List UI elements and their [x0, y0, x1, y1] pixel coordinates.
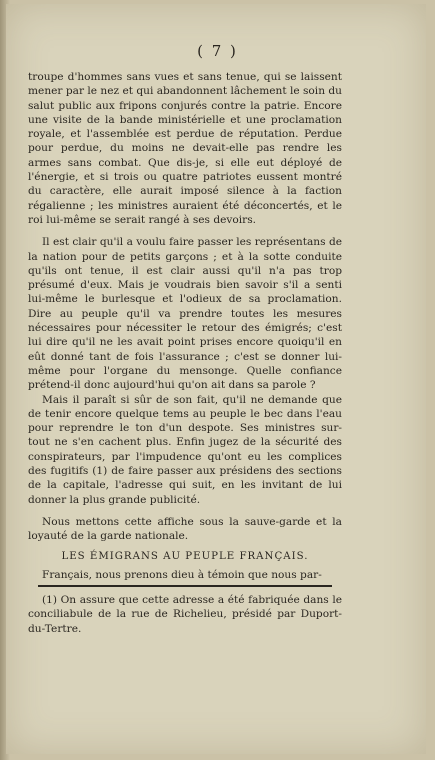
page-number: ( 7 ): [197, 42, 238, 60]
paragraph-4: Nous mettons cette affiche sous la sauve-garde et la loyauté de la garde nationale.: [28, 515, 342, 543]
footnote-rule: [38, 585, 332, 587]
paragraph-2: Il est clair qu'il a voulu faire passer les représentans de la nation pour de petits garçons ; et à la sotte conduite qu'ils ont tenue, il est clair aussi qu'il n'a pas trop présumé d'eux. Mais je voudrais bien savoir s'il a senti lui-même le burlesque et l'odieux de sa proclamation. Dire au peuple qu'il va prendre toutes les mesures nécessaires pour nécessiter le retour des émigrés; c'est lui dire qu'il ne les avait point prises encore quoiqu'il en eût donné tant de fois l'assurance ; c'est se donner lui-même pour l'organe du mensonge. Quelle confiance prétend-il donc aujourd'hui qu'on ait dans sa parole ?: [28, 236, 342, 392]
address-opening-line: Français, nous prenons dieu à témoin que nous par-: [42, 568, 322, 581]
footnote: (1) On assure que cette adresse a été fabriquée dans le conciliabule de la rue de Richelieu, présidé par Duport-du-Tertre.: [28, 594, 342, 635]
paragraph-3: Mais il paraît si sûr de son fait, qu'il ne demande que de tenir encore quelque tems au peuple le bec dans l'eau pour reprendre le ton d'un despote. Ses ministres sur-tout ne s'en cachent plus. Enfin jugez de la sécurité des conspirateurs, par l'impudence qu'ont eu les complices des fugitifs (1) de faire passer aux présidens des sections de la capitale, l'adresse qui suit, en les invitant de lui donner la plus grande publicité.: [28, 393, 342, 506]
address-heading: LES ÉMIGRANS AU PEUPLE FRANÇAIS.: [61, 550, 309, 562]
page-body: [28, 70, 342, 636]
paragraph-1: troupe d'hommes sans vues et sans tenue, qui se laissent mener par le nez et qui abandonnent lâchement le soin du salut public aux fripons conjurés contre la patrie. Encore une visite de la bande ministérielle et une proclamation royale, et l'assemblée est perdue de réputation. Perdue pour perdue, du moins ne devait-elle pas rendre les armes sans combat. Que dis-je, si elle eut déployé de l'énergie, et si trois ou quatre patriotes eussent montré du caractère, elle aurait imposé silence à la faction régalienne ; les ministres auraient été déconcertés, et le roi lui-même se serait rangé à ses devoirs.: [28, 71, 342, 226]
